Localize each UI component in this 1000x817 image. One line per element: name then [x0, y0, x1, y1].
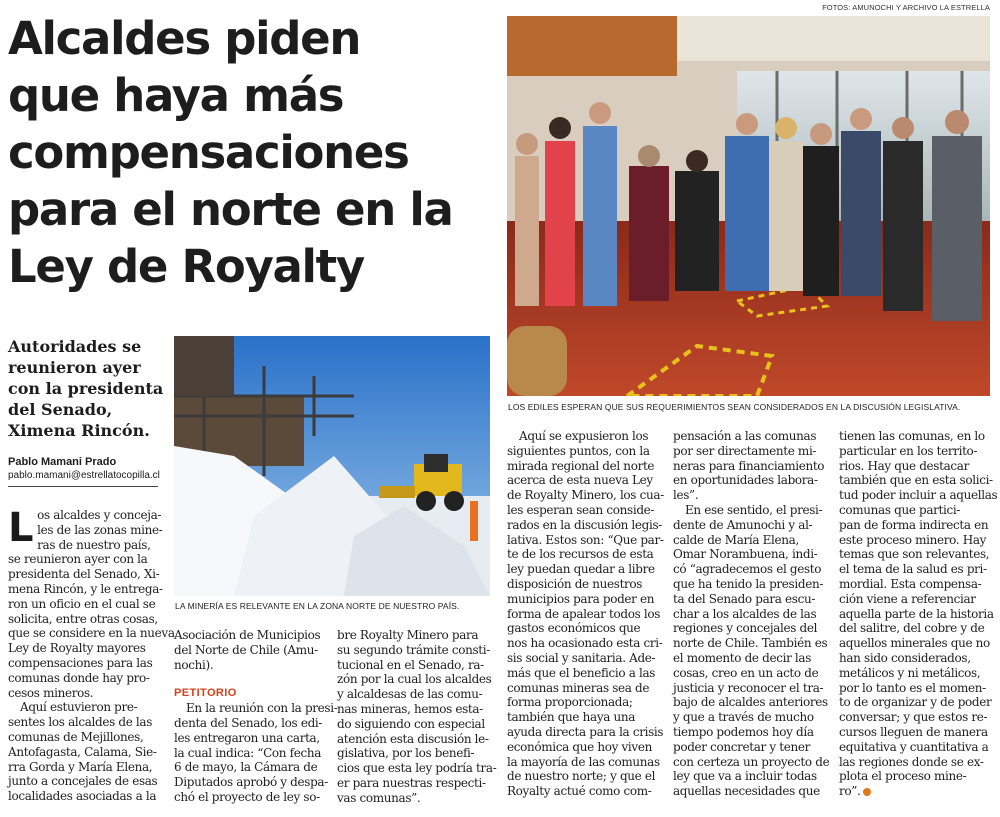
text-line: por ser directamente mi- [673, 443, 817, 458]
column-4-text [507, 429, 662, 799]
text-line: forma de apalear todos los [507, 606, 661, 621]
author-divider [8, 486, 158, 487]
subheadline-line: reunieron ayer [8, 358, 141, 377]
text-line: Aquí se expusieron los [519, 429, 649, 443]
text-line: nos ha ocasionado esta cri- [507, 636, 663, 651]
text-line: Aquí estuvieron pre- [20, 700, 138, 715]
text-line: les entregaron una carta, [174, 730, 320, 745]
text-line: forma proporcionada; [507, 695, 633, 710]
text-line: del Norte de Chile (Amu- [174, 642, 318, 657]
text-line: se reunieron ayer con la [8, 552, 148, 567]
text-line: Antofagasta, Calama, Sie- [8, 744, 157, 759]
subheadline-line: Autoridades se [8, 337, 142, 356]
text-line: comunas mineras sea de [507, 680, 650, 695]
text-line: nas mineras, hemos esta- [337, 701, 483, 716]
text-line: han sido considerados, [839, 650, 971, 665]
body-column-6 [839, 429, 998, 799]
text-line: ción viene a referenciar [839, 591, 976, 606]
text-line: presidenta del Senado, Xi- [8, 567, 160, 582]
text-line: tucional en el Senado, ra- [337, 657, 484, 672]
text-line: justicia y reconocer el tra- [673, 680, 824, 695]
text-line: denta del Senado, los edi- [174, 715, 323, 730]
text-line: les”. [673, 488, 699, 503]
text-line: tienen las comunas, en lo [839, 429, 985, 443]
text-line: do siguiendo con especial [337, 716, 485, 731]
text-line: de Royalty Minero, los cua- [507, 488, 664, 503]
column-6-text [839, 429, 998, 799]
text-line: comunas que partici- [839, 502, 961, 517]
text-line: bre Royalty Minero para [337, 628, 479, 642]
text-line: En la reunión con la presi- [186, 701, 338, 716]
text-line: bajo de alcaldes anteriores [673, 695, 828, 710]
column-1-text [8, 505, 175, 804]
text-line: poder concretar y tener [673, 739, 811, 754]
body-column-2 [174, 628, 338, 805]
headline-line: compensaciones [8, 126, 409, 179]
text-line: regiones y concejales del [673, 621, 818, 636]
text-line: cios que esta ley podría tra- [337, 761, 497, 776]
text-line: también que haya una [507, 710, 636, 725]
text-line: cesos mineros. [8, 685, 94, 700]
text-line: más que el beneficio a las [507, 665, 656, 680]
text-line: os alcaldes y conceja- [37, 508, 162, 522]
text-line: gastos económicos que [507, 621, 641, 636]
author-name: Pablo Mamani Prado [8, 456, 117, 468]
section-title: PETITORIO [174, 687, 237, 700]
text-line: acerca de esta nueva Ley [507, 473, 653, 488]
text-line: conversar; y que estos re- [839, 710, 988, 725]
text-line: el tema de la salud es pri- [839, 562, 987, 577]
text-line: to de organizar y de poder [839, 695, 992, 710]
headline-line: que haya más [8, 69, 344, 122]
text-line: sis social y sanitaria. Ade- [507, 650, 656, 665]
text-line: atención esta discusión le- [337, 731, 489, 746]
text-line: calde de María Elena, [673, 532, 799, 547]
text-line: vas comunas”. [337, 790, 421, 805]
text-line: siguientes puntos, con la [507, 443, 650, 458]
text-line: tud poder incluir a aquellas [839, 488, 998, 503]
text-line: la cual indica: “Con fecha [174, 745, 322, 760]
text-line: zón por la cual los alcaldes [337, 672, 492, 687]
column-3-text [337, 628, 497, 806]
column-2-text-a [174, 628, 326, 672]
text-line: ras de nuestro país, [37, 537, 151, 552]
text-line: rados en la discusión legis- [507, 517, 662, 532]
text-line: nochi). [174, 657, 214, 672]
column-2-text-b [174, 701, 338, 805]
text-line: Omar Norambuena, indi- [673, 547, 818, 562]
text-line: pan de forma indirecta en [839, 517, 989, 532]
text-line: cosas, creo en un acto de [673, 665, 819, 680]
text-line: la mayoría de las comunas [507, 754, 660, 769]
text-line: compensaciones para las [8, 655, 153, 670]
text-line: solicita, entre otras cosas, [8, 611, 158, 626]
text-line: chó el proyecto de ley so- [174, 789, 320, 804]
subheadline-line: con la presidenta [8, 379, 164, 398]
text-line: junto a concejales de esas [8, 774, 158, 789]
subheadline-line: Ximena Rincón. [8, 421, 150, 440]
text-line: el momento de decir las [673, 650, 812, 665]
text-line: también que en esta solici- [839, 473, 993, 488]
text-line: que ha tenido la presiden- [673, 576, 824, 591]
text-line: aquellas necesidades que [673, 784, 820, 799]
headline [8, 10, 503, 295]
text-line: les esperan sean conside- [507, 502, 655, 517]
text-line: y que a través de mucho [673, 710, 814, 725]
text-line: 6 de mayo, la Cámara de [174, 760, 318, 775]
text-line: Asociación de Municipios [174, 628, 321, 642]
text-line: er para nuestras respecti- [337, 775, 486, 790]
text-line: este proceso minero. Hay [839, 532, 987, 547]
text-line: equitativa y cuantitativa a [839, 739, 989, 754]
text-line: ley que va a incluir todas [673, 769, 817, 784]
text-line: char a los alcaldes de las [673, 606, 817, 621]
text-line: mordial. Esta compensa- [839, 576, 982, 591]
text-line: mena Rincón, y le entrega- [8, 581, 163, 596]
body-column-3 [337, 628, 497, 806]
headline-line: Ley de Royalty [8, 240, 364, 293]
text-line: rra Gorda y María Elena, [8, 759, 153, 774]
text-line: municipios para poder en [507, 591, 655, 606]
mining-photo-caption: LA MINERÍA ES RELEVANTE EN LA ZONA NORTE DE NUESTRO PAÍS. [175, 601, 460, 611]
text-line: con certeza un proyecto de [673, 754, 830, 769]
text-line: que se considere en la nueva [8, 626, 175, 641]
text-line: neras para financiamiento [673, 458, 825, 473]
text-line: gislativa, por los benefi- [337, 746, 475, 761]
headline-line: para el norte en la [8, 183, 453, 236]
text-line: del salitre, del cobre y de [839, 621, 985, 636]
subheadline-line: del Senado, [8, 400, 113, 419]
text-line: norte de Chile. También es [673, 636, 828, 651]
text-line: aquellos minerales que no [839, 636, 990, 651]
text-line: tiempo podemos hoy día [673, 724, 814, 739]
text-line: económica que hoy viven [507, 739, 652, 754]
text-line: comunas de Mejillones, [8, 729, 144, 744]
text-line: plota el proceso mine- [839, 769, 967, 784]
text-line: cursos lleguen de manera [839, 724, 988, 739]
text-line: Diputados aprobó y despa- [174, 775, 328, 790]
subheadline [8, 336, 168, 441]
text-line: ley puedan quedar a libre [507, 562, 655, 577]
text-line: les de las zonas mine- [37, 522, 163, 537]
text-line: comunas donde hay pro- [8, 670, 150, 685]
text-line: localidades asociadas a la [8, 789, 157, 804]
text-line: mirada regional del norte [507, 458, 655, 473]
text-line: dente de Amunochi y al- [673, 517, 813, 532]
text-line: particular en los territo- [839, 443, 978, 458]
text-line: disposición de nuestros [507, 576, 643, 591]
text-line: su segundo trámite consti- [337, 642, 490, 657]
text-line: ro”. [839, 784, 994, 799]
photo-credit: FOTOS: AMUNOCHI Y ARCHIVO LA ESTRELLA [822, 3, 990, 12]
text-line: temas que son relevantes, [839, 547, 990, 562]
text-line: ta del Senado para escu- [673, 591, 816, 606]
headline-line: Alcaldes piden [8, 12, 361, 65]
column-5-text [673, 429, 828, 799]
text-line: de nuestro norte; y que el [507, 769, 656, 784]
text-line: Royalty actué como com- [507, 784, 652, 799]
text-line: y alcaldesas de las comu- [337, 687, 483, 702]
drop-cap: L [8, 505, 34, 551]
body-column-1 [8, 505, 175, 804]
body-column-4 [507, 429, 662, 799]
text-line: pensación a las comunas [673, 429, 817, 443]
text-line: en oportunidades labora- [673, 473, 818, 488]
author-email: pablo.mamani@estrellatocopilla.cl [8, 470, 160, 481]
group-photo-caption: LOS EDILES ESPERAN QUE SUS REQUERIMIENTOS SEAN CONSIDERADOS EN LA DISCUSIÓN LEGISLATIVA. [508, 402, 961, 412]
text-line: por lo tanto es el momen- [839, 680, 986, 695]
text-line: có “agradecemos el gesto [673, 562, 822, 577]
text-line: sentes los alcaldes de las [8, 715, 153, 730]
text-line: metálicos y ni metálicos, [839, 665, 981, 680]
text-line: las regiones donde se ex- [839, 754, 984, 769]
group-photo [507, 16, 990, 396]
newspaper-end-mark-icon [863, 788, 871, 796]
text-line: te de los recursos de esta [507, 547, 654, 562]
text-line: En ese sentido, el presi- [685, 502, 823, 517]
text-line: rios. Hay que destacar [839, 458, 969, 473]
text-line: lativa. Estos son: “Que par- [507, 532, 664, 547]
mining-photo [174, 336, 490, 596]
text-line: ron un oficio en el cual se [8, 596, 156, 611]
text-line: ayuda directa para la crisis [507, 724, 664, 739]
body-column-5 [673, 429, 828, 799]
text-line: Ley de Royalty mayores [8, 641, 146, 656]
text-line: aquella parte de la historia [839, 606, 994, 621]
